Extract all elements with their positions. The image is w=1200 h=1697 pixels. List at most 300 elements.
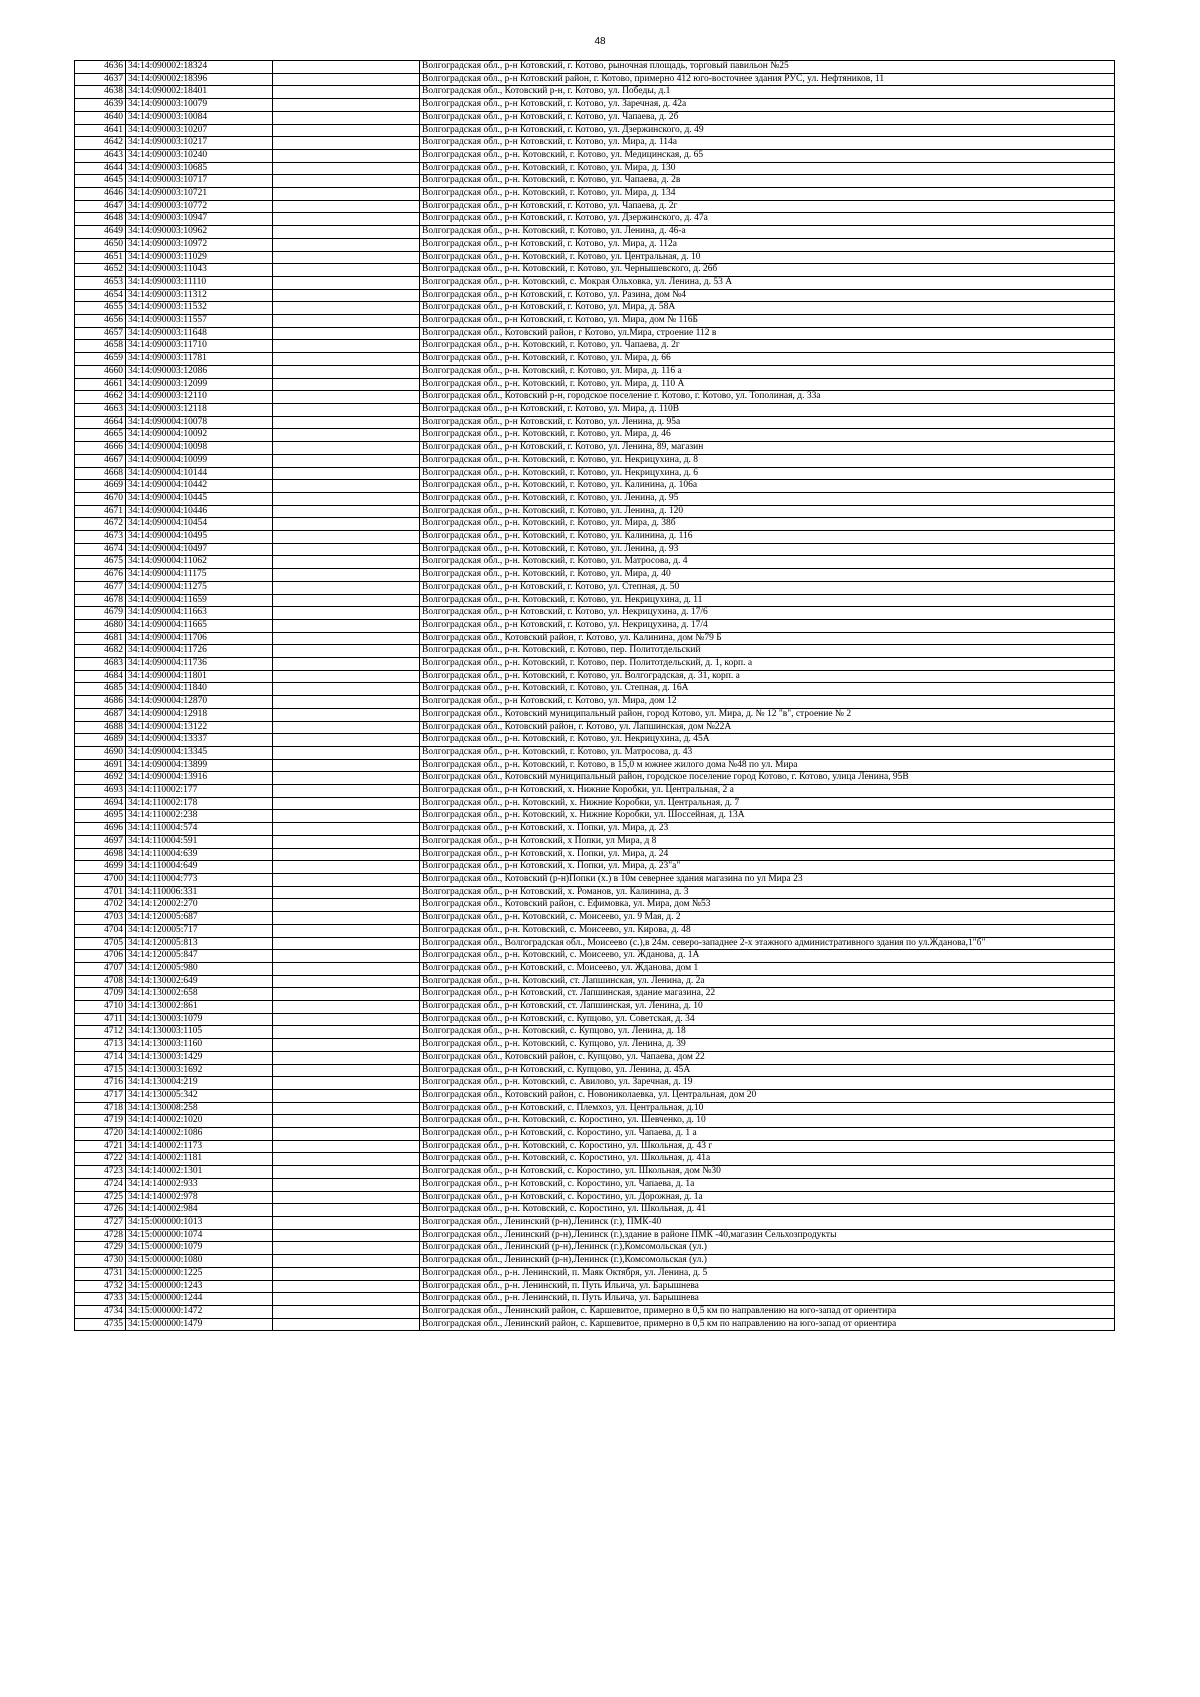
cadastral-number-cell: 34:15:000000:1244 bbox=[126, 1293, 273, 1306]
table-row bbox=[75, 785, 1115, 798]
row-number-cell: 4643 bbox=[75, 149, 126, 162]
row-number-cell: 4695 bbox=[75, 810, 126, 823]
cadastral-number-cell: 34:14:110004:773 bbox=[126, 874, 273, 887]
row-number-cell: 4726 bbox=[75, 1204, 126, 1217]
address-cell: Волгоградская обл., р-н. Котовский, г. Котово, ул. Ленина, д. 46-а bbox=[420, 226, 1115, 239]
row-number-cell: 4637 bbox=[75, 73, 126, 86]
cadastral-number-cell: 34:15:000000:1074 bbox=[126, 1229, 273, 1242]
table-row bbox=[75, 226, 1115, 239]
row-number-cell: 4651 bbox=[75, 251, 126, 264]
empty-cell bbox=[273, 835, 420, 848]
row-number-cell: 4691 bbox=[75, 759, 126, 772]
empty-cell bbox=[273, 683, 420, 696]
table-row bbox=[75, 492, 1115, 505]
address-cell: Волгоградская обл., Котовский муниципальный район, городское поселение город Котово, г. Котово, улица Ленина, 95В bbox=[420, 772, 1115, 785]
table-row bbox=[75, 416, 1115, 429]
empty-cell bbox=[273, 950, 420, 963]
cadastral-number-cell: 34:14:130003:1105 bbox=[126, 1026, 273, 1039]
empty-cell bbox=[273, 276, 420, 289]
cadastral-number-cell: 34:15:000000:1472 bbox=[126, 1305, 273, 1318]
address-cell: Волгоградская обл., р-н. Котовский, г. Котово, ул. Мира, д. 130 bbox=[420, 162, 1115, 175]
table-row bbox=[75, 823, 1115, 836]
cadastral-number-cell: 34:14:110004:639 bbox=[126, 848, 273, 861]
row-number-cell: 4706 bbox=[75, 950, 126, 963]
registry-table-body bbox=[75, 61, 1115, 1331]
table-row bbox=[75, 276, 1115, 289]
cadastral-number-cell: 34:14:130003:1160 bbox=[126, 1039, 273, 1052]
address-cell: Волгоградская обл., Котовский (р-н)Попки (х.) в 10м севернее здания магазина по ул Мира 23 bbox=[420, 874, 1115, 887]
empty-cell bbox=[273, 111, 420, 124]
row-number-cell: 4676 bbox=[75, 569, 126, 582]
address-cell: Волгоградская обл., р-н. Котовский, г. Котово, пер. Политотдельский bbox=[420, 645, 1115, 658]
address-cell: Волгоградская обл., Ленинский (р-н),Ленинск (г.), ПМК-40 bbox=[420, 1216, 1115, 1229]
row-number-cell: 4694 bbox=[75, 797, 126, 810]
address-cell: Волгоградская обл., р-н Котовский район, г. Котово, примерно 412 юго-восточнее здания РУС, ул. Нефтяников, 11 bbox=[420, 73, 1115, 86]
empty-cell bbox=[273, 1255, 420, 1268]
row-number-cell: 4717 bbox=[75, 1089, 126, 1102]
cadastral-number-cell: 34:15:000000:1079 bbox=[126, 1242, 273, 1255]
cadastral-number-cell: 34:14:090004:11062 bbox=[126, 556, 273, 569]
cadastral-number-cell: 34:14:110006:331 bbox=[126, 886, 273, 899]
empty-cell bbox=[273, 1216, 420, 1229]
cadastral-number-cell: 34:14:090004:11659 bbox=[126, 594, 273, 607]
empty-cell bbox=[273, 708, 420, 721]
cadastral-number-cell: 34:14:090004:10497 bbox=[126, 543, 273, 556]
empty-cell bbox=[273, 429, 420, 442]
empty-cell bbox=[273, 810, 420, 823]
cadastral-number-cell: 34:14:090004:13345 bbox=[126, 746, 273, 759]
empty-cell bbox=[273, 988, 420, 1001]
empty-cell bbox=[273, 899, 420, 912]
empty-cell bbox=[273, 137, 420, 150]
row-number-cell: 4645 bbox=[75, 175, 126, 188]
address-cell: Волгоградская обл., р-н. Котовский, г. Котово, ул. Мира, д. 66 bbox=[420, 353, 1115, 366]
empty-cell bbox=[273, 1128, 420, 1141]
address-cell: Волгоградская обл., Котовский район, г Котово, ул.Мира, строение 112 в bbox=[420, 327, 1115, 340]
empty-cell bbox=[273, 861, 420, 874]
table-row bbox=[75, 797, 1115, 810]
cadastral-number-cell: 34:14:090004:10144 bbox=[126, 467, 273, 480]
row-number-cell: 4654 bbox=[75, 289, 126, 302]
empty-cell bbox=[273, 632, 420, 645]
cadastral-number-cell: 34:14:090003:11648 bbox=[126, 327, 273, 340]
address-cell: Волгоградская обл., р-н. Котовский, г. Котово, ул. Ленина, д. 95 bbox=[420, 492, 1115, 505]
table-row bbox=[75, 950, 1115, 963]
row-number-cell: 4682 bbox=[75, 645, 126, 658]
table-row bbox=[75, 1089, 1115, 1102]
row-number-cell: 4735 bbox=[75, 1318, 126, 1331]
table-row bbox=[75, 365, 1115, 378]
empty-cell bbox=[273, 1280, 420, 1293]
address-cell: Волгоградская обл., Ленинский (р-н),Ленинск (г.),здание в районе ПМК -40,магазин Сельхозпродукты bbox=[420, 1229, 1115, 1242]
cadastral-number-cell: 34:14:140002:1020 bbox=[126, 1115, 273, 1128]
table-row bbox=[75, 1280, 1115, 1293]
cadastral-number-cell: 34:14:090004:13122 bbox=[126, 721, 273, 734]
table-row bbox=[75, 1255, 1115, 1268]
address-cell: Волгоградская обл., р-н. Котовский, г. Котово, ул. Мира, д. 134 bbox=[420, 188, 1115, 201]
cadastral-number-cell: 34:14:130003:1079 bbox=[126, 1013, 273, 1026]
cadastral-number-cell: 34:14:090003:11557 bbox=[126, 315, 273, 328]
row-number-cell: 4696 bbox=[75, 823, 126, 836]
table-row bbox=[75, 746, 1115, 759]
empty-cell bbox=[273, 1051, 420, 1064]
empty-cell bbox=[273, 454, 420, 467]
empty-cell bbox=[273, 188, 420, 201]
table-row bbox=[75, 1166, 1115, 1179]
row-number-cell: 4721 bbox=[75, 1140, 126, 1153]
address-cell: Волгоградская обл., р-н. Котовский, г. Котово, ул. Волгоградская, д. 31, корп. а bbox=[420, 670, 1115, 683]
table-row bbox=[75, 975, 1115, 988]
address-cell: Волгоградская обл., р-н Котовский, х. Нижние Коробки, ул. Центральная, 2 а bbox=[420, 785, 1115, 798]
cadastral-number-cell: 34:14:090004:10099 bbox=[126, 454, 273, 467]
row-number-cell: 4679 bbox=[75, 607, 126, 620]
row-number-cell: 4666 bbox=[75, 442, 126, 455]
cadastral-number-cell: 34:15:000000:1225 bbox=[126, 1267, 273, 1280]
row-number-cell: 4693 bbox=[75, 785, 126, 798]
cadastral-number-cell: 34:15:000000:1479 bbox=[126, 1318, 273, 1331]
row-number-cell: 4683 bbox=[75, 658, 126, 671]
row-number-cell: 4661 bbox=[75, 378, 126, 391]
empty-cell bbox=[273, 658, 420, 671]
address-cell: Волгоградская обл., р-н. Ленинский, п. Путь Ильича, ул. Барышнева bbox=[420, 1280, 1115, 1293]
empty-cell bbox=[273, 505, 420, 518]
empty-cell bbox=[273, 467, 420, 480]
empty-cell bbox=[273, 556, 420, 569]
address-cell: Волгоградская обл., р-н Котовский, г. Котово, ул. Степная, д. 50 bbox=[420, 581, 1115, 594]
row-number-cell: 4669 bbox=[75, 480, 126, 493]
cadastral-number-cell: 34:14:130003:1692 bbox=[126, 1064, 273, 1077]
cadastral-number-cell: 34:15:000000:1013 bbox=[126, 1216, 273, 1229]
cadastral-number-cell: 34:14:090004:13916 bbox=[126, 772, 273, 785]
address-cell: Волгоградская обл., р-н. Котовский, г. Котово, ул. Центральная, д. 10 bbox=[420, 251, 1115, 264]
address-cell: Волгоградская обл., р-н Котовский, ст. Лапшинская, здание магазина, 22 bbox=[420, 988, 1115, 1001]
empty-cell bbox=[273, 1102, 420, 1115]
row-number-cell: 4659 bbox=[75, 353, 126, 366]
address-cell: Волгоградская обл., р-н Котовский, с. Моисеево, ул. Жданова, дом 1 bbox=[420, 962, 1115, 975]
empty-cell bbox=[273, 226, 420, 239]
empty-cell bbox=[273, 975, 420, 988]
row-number-cell: 4648 bbox=[75, 213, 126, 226]
cadastral-number-cell: 34:14:110002:178 bbox=[126, 797, 273, 810]
address-cell: Волгоградская обл., р-н Котовский, с. Купцово, ул. Ленина, д. 45А bbox=[420, 1064, 1115, 1077]
address-cell: Волгоградская обл., р-н. Котовский, г. Котово, ул. Мира, д. 40 bbox=[420, 569, 1115, 582]
cadastral-number-cell: 34:15:000000:1080 bbox=[126, 1255, 273, 1268]
row-number-cell: 4692 bbox=[75, 772, 126, 785]
table-row bbox=[75, 162, 1115, 175]
empty-cell bbox=[273, 1089, 420, 1102]
row-number-cell: 4656 bbox=[75, 315, 126, 328]
empty-cell bbox=[273, 1077, 420, 1090]
cadastral-number-cell: 34:14:090004:11706 bbox=[126, 632, 273, 645]
cadastral-number-cell: 34:14:090003:11029 bbox=[126, 251, 273, 264]
address-cell: Волгоградская обл., р-н Котовский, х. Попки, ул. Мира, д. 23 bbox=[420, 823, 1115, 836]
empty-cell bbox=[273, 315, 420, 328]
empty-cell bbox=[273, 403, 420, 416]
row-number-cell: 4707 bbox=[75, 962, 126, 975]
empty-cell bbox=[273, 378, 420, 391]
row-number-cell: 4729 bbox=[75, 1242, 126, 1255]
empty-cell bbox=[273, 492, 420, 505]
address-cell: Волгоградская обл., р-н. Котовский, с. Коростино, ул. Школьная, д. 41 bbox=[420, 1204, 1115, 1217]
address-cell: Волгоградская обл., Волгоградская обл., Моисеево (с.),в 24м. северо-западнее 2-х этажного административного здания по ул.Жданова,1"б" bbox=[420, 937, 1115, 950]
table-row bbox=[75, 61, 1115, 74]
empty-cell bbox=[273, 937, 420, 950]
empty-cell bbox=[273, 353, 420, 366]
empty-cell bbox=[273, 1140, 420, 1153]
table-row bbox=[75, 1051, 1115, 1064]
row-number-cell: 4649 bbox=[75, 226, 126, 239]
address-cell: Волгоградская обл., р-н Котовский, с. Купцово, ул. Советская, д. 34 bbox=[420, 1013, 1115, 1026]
empty-cell bbox=[273, 480, 420, 493]
table-row bbox=[75, 543, 1115, 556]
row-number-cell: 4653 bbox=[75, 276, 126, 289]
address-cell: Волгоградская обл., р-н. Котовский, г. Котово, ул. Чапаева, д. 2в bbox=[420, 175, 1115, 188]
empty-cell bbox=[273, 848, 420, 861]
table-row bbox=[75, 1267, 1115, 1280]
empty-cell bbox=[273, 696, 420, 709]
cadastral-number-cell: 34:14:130002:649 bbox=[126, 975, 273, 988]
address-cell: Волгоградская обл., р-н. Котовский, г. Котово, ул. Ленина, д. 93 bbox=[420, 543, 1115, 556]
empty-cell bbox=[273, 721, 420, 734]
row-number-cell: 4703 bbox=[75, 912, 126, 925]
address-cell: Волгоградская обл., Ленинский (р-н),Ленинск (г.),Комсомольская (ул.) bbox=[420, 1255, 1115, 1268]
row-number-cell: 4638 bbox=[75, 86, 126, 99]
row-number-cell: 4702 bbox=[75, 899, 126, 912]
table-row bbox=[75, 327, 1115, 340]
cadastral-number-cell: 34:14:090003:10217 bbox=[126, 137, 273, 150]
cadastral-number-cell: 34:14:140002:1181 bbox=[126, 1153, 273, 1166]
empty-cell bbox=[273, 1153, 420, 1166]
cadastral-number-cell: 34:14:130002:658 bbox=[126, 988, 273, 1001]
empty-cell bbox=[273, 1013, 420, 1026]
row-number-cell: 4723 bbox=[75, 1166, 126, 1179]
row-number-cell: 4727 bbox=[75, 1216, 126, 1229]
table-row bbox=[75, 1102, 1115, 1115]
cadastral-number-cell: 34:14:090002:18401 bbox=[126, 86, 273, 99]
table-row bbox=[75, 861, 1115, 874]
row-number-cell: 4650 bbox=[75, 238, 126, 251]
table-row bbox=[75, 848, 1115, 861]
empty-cell bbox=[273, 645, 420, 658]
table-row bbox=[75, 1064, 1115, 1077]
cadastral-number-cell: 34:14:120005:717 bbox=[126, 924, 273, 937]
table-row bbox=[75, 403, 1115, 416]
empty-cell bbox=[273, 1039, 420, 1052]
row-number-cell: 4690 bbox=[75, 746, 126, 759]
row-number-cell: 4732 bbox=[75, 1280, 126, 1293]
table-row bbox=[75, 708, 1115, 721]
row-number-cell: 4711 bbox=[75, 1013, 126, 1026]
empty-cell bbox=[273, 594, 420, 607]
row-number-cell: 4724 bbox=[75, 1178, 126, 1191]
row-number-cell: 4684 bbox=[75, 670, 126, 683]
row-number-cell: 4668 bbox=[75, 467, 126, 480]
address-cell: Волгоградская обл., р-н. Котовский, г. Котово, ул. Мира, д. 38б bbox=[420, 518, 1115, 531]
cadastral-number-cell: 34:14:090004:11736 bbox=[126, 658, 273, 671]
address-cell: Волгоградская обл., р-н Котовский, с. Коростино, ул. Дорожная, д. 1а bbox=[420, 1191, 1115, 1204]
table-row bbox=[75, 912, 1115, 925]
empty-cell bbox=[273, 924, 420, 937]
address-cell: Волгоградская обл., р-н Котовский, г. Котово, ул. Некрицухина, д. 17/6 bbox=[420, 607, 1115, 620]
address-cell: Волгоградская обл., р-н. Котовский, с. Моисеево, ул. Кирова, д. 48 bbox=[420, 924, 1115, 937]
cadastral-number-cell: 34:14:090003:10962 bbox=[126, 226, 273, 239]
address-cell: Волгоградская обл., р-н. Котовский, г. Котово, ул. Некрицухина, д. 11 bbox=[420, 594, 1115, 607]
cadastral-number-cell: 34:14:090002:18396 bbox=[126, 73, 273, 86]
row-number-cell: 4719 bbox=[75, 1115, 126, 1128]
empty-cell bbox=[273, 1318, 420, 1331]
address-cell: Волгоградская обл., р-н. Котовский, г. Котово, ул. Матросова, д. 43 bbox=[420, 746, 1115, 759]
address-cell: Волгоградская обл., р-н Котовский, г. Котово, рыночная площадь, торговый павильон №25 bbox=[420, 61, 1115, 74]
row-number-cell: 4663 bbox=[75, 403, 126, 416]
row-number-cell: 4665 bbox=[75, 429, 126, 442]
address-cell: Волгоградская обл., Ленинский район, с. Каршевитое, примерно в 0,5 км по направлению на юго-запад от ориентира bbox=[420, 1318, 1115, 1331]
table-row bbox=[75, 899, 1115, 912]
empty-cell bbox=[273, 581, 420, 594]
table-row bbox=[75, 772, 1115, 785]
address-cell: Волгоградская обл., Котовский р-н, городское поселение г. Котово, г. Котово, ул. Тополиная, д. 33а bbox=[420, 391, 1115, 404]
cadastral-number-cell: 34:14:090003:10947 bbox=[126, 213, 273, 226]
empty-cell bbox=[273, 175, 420, 188]
address-cell: Волгоградская обл., р-н Котовский, г. Котово, ул. Мира, д. 112а bbox=[420, 238, 1115, 251]
row-number-cell: 4672 bbox=[75, 518, 126, 531]
cadastral-number-cell: 34:14:140002:984 bbox=[126, 1204, 273, 1217]
cadastral-number-cell: 34:14:090003:10207 bbox=[126, 124, 273, 137]
empty-cell bbox=[273, 772, 420, 785]
cadastral-number-cell: 34:14:120005:980 bbox=[126, 962, 273, 975]
address-cell: Волгоградская обл., р-н. Котовский, г. Котово, ул. Калинина, д. 106а bbox=[420, 480, 1115, 493]
address-cell: Волгоградская обл., Ленинский (р-н),Ленинск (г.),Комсомольская (ул.) bbox=[420, 1242, 1115, 1255]
empty-cell bbox=[273, 823, 420, 836]
row-number-cell: 4716 bbox=[75, 1077, 126, 1090]
address-cell: Волгоградская обл., р-н Котовский, х. Попки, ул. Мира, д. 23"а" bbox=[420, 861, 1115, 874]
address-cell: Волгоградская обл., р-н Котовский, с. Коростино, ул. Школьная, дом №30 bbox=[420, 1166, 1115, 1179]
table-row bbox=[75, 874, 1115, 887]
table-row bbox=[75, 1229, 1115, 1242]
address-cell: Волгоградская обл., р-н Котовский, х. Романов, ул. Калинина, д. 3 bbox=[420, 886, 1115, 899]
cadastral-number-cell: 34:14:090004:10098 bbox=[126, 442, 273, 455]
row-number-cell: 4657 bbox=[75, 327, 126, 340]
address-cell: Волгоградская обл., р-н Котовский, г. Котово, ул. Дзержинского, д. 47а bbox=[420, 213, 1115, 226]
empty-cell bbox=[273, 619, 420, 632]
row-number-cell: 4685 bbox=[75, 683, 126, 696]
table-row bbox=[75, 505, 1115, 518]
row-number-cell: 4710 bbox=[75, 1001, 126, 1014]
empty-cell bbox=[273, 365, 420, 378]
cadastral-number-cell: 34:14:140002:1301 bbox=[126, 1166, 273, 1179]
cadastral-number-cell: 34:14:090004:11840 bbox=[126, 683, 273, 696]
address-cell: Волгоградская обл., р-н Котовский, ст. Лапшинская, ул. Ленина, д. 10 bbox=[420, 1001, 1115, 1014]
cadastral-number-cell: 34:14:090003:10772 bbox=[126, 200, 273, 213]
table-row bbox=[75, 1191, 1115, 1204]
table-row bbox=[75, 759, 1115, 772]
address-cell: Волгоградская обл., р-н. Котовский, г. Котово, ул. Некрицухина, д. 6 bbox=[420, 467, 1115, 480]
empty-cell bbox=[273, 340, 420, 353]
empty-cell bbox=[273, 1229, 420, 1242]
address-cell: Волгоградская обл., р-н Котовский, х Попки, ул Мира, д 8 bbox=[420, 835, 1115, 848]
row-number-cell: 4660 bbox=[75, 365, 126, 378]
cadastral-number-cell: 34:14:090003:11532 bbox=[126, 302, 273, 315]
cadastral-number-cell: 34:14:110002:238 bbox=[126, 810, 273, 823]
cadastral-number-cell: 34:14:120005:813 bbox=[126, 937, 273, 950]
row-number-cell: 4733 bbox=[75, 1293, 126, 1306]
row-number-cell: 4675 bbox=[75, 556, 126, 569]
empty-cell bbox=[273, 327, 420, 340]
cadastral-number-cell: 34:14:120002:270 bbox=[126, 899, 273, 912]
row-number-cell: 4646 bbox=[75, 188, 126, 201]
cadastral-number-cell: 34:14:090003:11710 bbox=[126, 340, 273, 353]
table-row bbox=[75, 200, 1115, 213]
row-number-cell: 4712 bbox=[75, 1026, 126, 1039]
cadastral-number-cell: 34:14:090004:11175 bbox=[126, 569, 273, 582]
table-row bbox=[75, 531, 1115, 544]
table-row bbox=[75, 683, 1115, 696]
row-number-cell: 4728 bbox=[75, 1229, 126, 1242]
address-cell: Волгоградская обл., р-н Котовский, г. Котово, ул. Разина, дом №4 bbox=[420, 289, 1115, 302]
page-number: 48 bbox=[594, 36, 606, 47]
cadastral-number-cell: 34:14:090004:11665 bbox=[126, 619, 273, 632]
table-row bbox=[75, 1178, 1115, 1191]
table-row bbox=[75, 137, 1115, 150]
cadastral-number-cell: 34:14:090004:11801 bbox=[126, 670, 273, 683]
address-cell: Волгоградская обл., р-н. Котовский, с. Моисеево, ул. Жданова, д. 1А bbox=[420, 950, 1115, 963]
table-row bbox=[75, 111, 1115, 124]
row-number-cell: 4734 bbox=[75, 1305, 126, 1318]
table-row bbox=[75, 670, 1115, 683]
table-row bbox=[75, 886, 1115, 899]
cadastral-number-cell: 34:14:090003:11110 bbox=[126, 276, 273, 289]
empty-cell bbox=[273, 124, 420, 137]
empty-cell bbox=[273, 264, 420, 277]
address-cell: Волгоградская обл., р-н. Котовский, с. Коростино, ул. Шевченко, д. 10 bbox=[420, 1115, 1115, 1128]
address-cell: Волгоградская обл., р-н. Котовский, с. Моисеево, ул. 9 Мая, д. 2 bbox=[420, 912, 1115, 925]
row-number-cell: 4705 bbox=[75, 937, 126, 950]
address-cell: Волгоградская обл., р-н. Котовский, г. Котово, в 15,0 м южнее жилого дома №48 по ул. Мира bbox=[420, 759, 1115, 772]
cadastral-number-cell: 34:14:090003:11043 bbox=[126, 264, 273, 277]
row-number-cell: 4681 bbox=[75, 632, 126, 645]
cadastral-number-cell: 34:14:090003:10721 bbox=[126, 188, 273, 201]
empty-cell bbox=[273, 73, 420, 86]
empty-cell bbox=[273, 1204, 420, 1217]
address-cell: Волгоградская обл., р-н Котовский, с. Коростино, ул. Чапаева, д. 1 а bbox=[420, 1128, 1115, 1141]
cadastral-number-cell: 34:14:130003:1429 bbox=[126, 1051, 273, 1064]
table-row bbox=[75, 632, 1115, 645]
address-cell: Волгоградская обл., Котовский р-н, г. Котово, ул. Победы, д.1 bbox=[420, 86, 1115, 99]
cadastral-number-cell: 34:14:090004:10092 bbox=[126, 429, 273, 442]
address-cell: Волгоградская обл., р-н Котовский, г. Котово, ул. Мира, д. 58А bbox=[420, 302, 1115, 315]
table-row bbox=[75, 315, 1115, 328]
row-number-cell: 4674 bbox=[75, 543, 126, 556]
table-row bbox=[75, 340, 1115, 353]
row-number-cell: 4698 bbox=[75, 848, 126, 861]
cadastral-number-cell: 34:14:090003:10084 bbox=[126, 111, 273, 124]
row-number-cell: 4671 bbox=[75, 505, 126, 518]
cadastral-number-cell: 34:14:110004:649 bbox=[126, 861, 273, 874]
address-cell: Волгоградская обл., р-н. Котовский, г. Котово, ул. Матросова, д. 4 bbox=[420, 556, 1115, 569]
cadastral-number-cell: 34:14:090004:10442 bbox=[126, 480, 273, 493]
table-row bbox=[75, 454, 1115, 467]
table-row bbox=[75, 1204, 1115, 1217]
address-cell: Волгоградская обл., р-н. Котовский, х. Нижние Коробки, ул. Шоссейная, д. 13А bbox=[420, 810, 1115, 823]
table-row bbox=[75, 353, 1115, 366]
table-row bbox=[75, 1293, 1115, 1306]
cadastral-number-cell: 34:14:110002:177 bbox=[126, 785, 273, 798]
table-row bbox=[75, 238, 1115, 251]
address-cell: Волгоградская обл., Котовский район, г. Котово, ул. Лапшинская, дом №22А bbox=[420, 721, 1115, 734]
row-number-cell: 4704 bbox=[75, 924, 126, 937]
cadastral-number-cell: 34:14:090002:18324 bbox=[126, 61, 273, 74]
cadastral-number-cell: 34:14:090004:12870 bbox=[126, 696, 273, 709]
cadastral-number-cell: 34:14:130002:861 bbox=[126, 1001, 273, 1014]
